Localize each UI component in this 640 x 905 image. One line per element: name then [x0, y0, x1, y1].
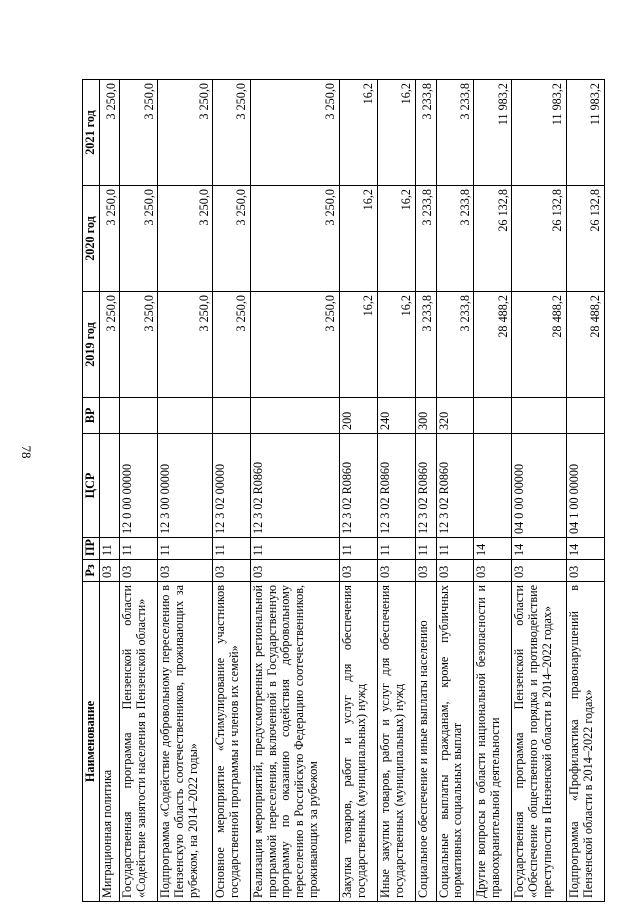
- row-vr: 240: [377, 398, 415, 434]
- budget-table-wrapper: [82, 80, 605, 902]
- row-2021: 3 250,0: [99, 80, 120, 186]
- row-2021: 16,2: [377, 80, 415, 186]
- row-2021: 3 233,8: [436, 80, 474, 186]
- row-2021: 11 983,2: [567, 80, 605, 186]
- row-2019: 3 250,0: [99, 292, 120, 398]
- row-pr: 11: [415, 538, 436, 560]
- row-2020: 3 233,8: [415, 186, 436, 292]
- row-csr: 04 0 00 00000: [512, 434, 567, 538]
- row-csr: [99, 434, 120, 538]
- row-vr: [99, 398, 120, 434]
- row-csr: [474, 434, 512, 538]
- row-2020: 3 250,0: [99, 186, 120, 292]
- row-2020: 3 250,0: [251, 186, 340, 292]
- row-2021: 3 250,0: [120, 80, 158, 186]
- row-2020: 3 233,8: [436, 186, 474, 292]
- row-2020: 3 250,0: [213, 186, 251, 292]
- row-vr: 300: [415, 398, 436, 434]
- table-row: [474, 80, 512, 902]
- table-row: [377, 80, 415, 902]
- row-rz: 03: [474, 560, 512, 582]
- row-rz: 03: [415, 560, 436, 582]
- row-name: Социальные выплаты гражданам, кроме публичных нормативных социальных выплат: [436, 582, 474, 902]
- row-2021: 3 233,8: [415, 80, 436, 186]
- row-2020: 3 250,0: [158, 186, 213, 292]
- row-csr: 12 3 02 R0860: [415, 434, 436, 538]
- header-name: Наименование: [83, 582, 100, 902]
- row-rz: 03: [120, 560, 158, 582]
- row-2019: 28 488,2: [512, 292, 567, 398]
- row-pr: 11: [120, 538, 158, 560]
- table-row: [120, 80, 158, 902]
- table-row: [251, 80, 340, 902]
- table-header-row: [83, 80, 100, 902]
- row-name: Государственная программа Пензенской области «Содействие занятости населения в Пензенской области»: [120, 582, 158, 902]
- row-2021: 3 250,0: [213, 80, 251, 186]
- row-csr: 12 3 02 00000: [213, 434, 251, 538]
- header-2020: 2020 год: [83, 186, 100, 292]
- row-2020: 26 132,8: [474, 186, 512, 292]
- row-rz: 03: [99, 560, 120, 582]
- row-2019: 3 233,8: [415, 292, 436, 398]
- row-rz: 03: [158, 560, 213, 582]
- row-name: Подпрограмма «Профилактика правонарушений в Пензенской области в 2014–2022 годах»: [567, 582, 605, 902]
- row-2019: 16,2: [340, 292, 378, 398]
- header-pr: ПР: [83, 538, 100, 560]
- row-name: Закупка товаров, работ и услуг для обеспечения государственных (муниципальных) нужд: [340, 582, 378, 902]
- row-csr: 12 3 00 00000: [158, 434, 213, 538]
- row-rz: 03: [251, 560, 340, 582]
- table-row: [213, 80, 251, 902]
- row-name: Миграционная политика: [99, 582, 120, 902]
- row-vr: 320: [436, 398, 474, 434]
- header-2021: 2021 год: [83, 80, 100, 186]
- header-2019: 2019 год: [83, 292, 100, 398]
- row-csr: 12 3 02 R0860: [251, 434, 340, 538]
- row-rz: 03: [377, 560, 415, 582]
- row-pr: 11: [251, 538, 340, 560]
- table-row: [567, 80, 605, 902]
- row-pr: 11: [99, 538, 120, 560]
- row-vr: [213, 398, 251, 434]
- header-csr: ЦСР: [83, 434, 100, 538]
- row-rz: 03: [340, 560, 378, 582]
- row-pr: 14: [567, 538, 605, 560]
- row-2020: 3 250,0: [120, 186, 158, 292]
- row-2020: 16,2: [377, 186, 415, 292]
- row-name: Реализация мероприятий, предусмотренных региональной программой переселения, включенной в Государственную программу по оказанию содействия добровольному переселению в Российскую Федерацию соотечественников, проживающих за рубежом: [251, 582, 340, 902]
- table-row: [99, 80, 120, 902]
- row-2019: 3 250,0: [158, 292, 213, 398]
- row-vr: [251, 398, 340, 434]
- row-vr: [474, 398, 512, 434]
- table-row: [415, 80, 436, 902]
- row-name: Основное мероприятие «Стимулирование участников государственной программы и членов их семей»: [213, 582, 251, 902]
- row-2019: 16,2: [377, 292, 415, 398]
- table-row: [512, 80, 567, 902]
- row-rz: 03: [213, 560, 251, 582]
- row-2019: 3 250,0: [251, 292, 340, 398]
- table-row: [158, 80, 213, 902]
- row-csr: 12 3 02 R0860: [340, 434, 378, 538]
- row-rz: 03: [567, 560, 605, 582]
- header-rz: Рз: [83, 560, 100, 582]
- row-name: Иные закупки товаров, работ и услуг для обеспечения государственных (муниципальных) нужд: [377, 582, 415, 902]
- row-csr: 12 0 00 00000: [120, 434, 158, 538]
- page-number: 78: [19, 445, 34, 459]
- row-csr: 12 3 02 R0860: [377, 434, 415, 538]
- row-name: Государственная программа Пензенской области «Обеспечение общественного порядка и противодействие преступности в Пензенской области в 2014–2022 годах»: [512, 582, 567, 902]
- row-pr: 11: [158, 538, 213, 560]
- table-row: [436, 80, 474, 902]
- row-2019: 28 488,2: [474, 292, 512, 398]
- row-pr: 11: [340, 538, 378, 560]
- row-pr: 11: [377, 538, 415, 560]
- row-2021: 11 983,2: [474, 80, 512, 186]
- row-vr: [567, 398, 605, 434]
- row-csr: 04 1 00 00000: [567, 434, 605, 538]
- header-vr: ВР: [83, 398, 100, 434]
- row-2021: 3 250,0: [158, 80, 213, 186]
- row-2020: 16,2: [340, 186, 378, 292]
- row-rz: 03: [512, 560, 567, 582]
- row-vr: [120, 398, 158, 434]
- row-name: Подпрограмма «Содействие добровольному переселению в Пензенскую область соотечественников, проживающих за рубежом, на 2014–2022 годы»: [158, 582, 213, 902]
- row-2019: 3 233,8: [436, 292, 474, 398]
- row-pr: 11: [436, 538, 474, 560]
- row-2020: 26 132,8: [512, 186, 567, 292]
- budget-table: [82, 79, 605, 902]
- row-rz: 03: [436, 560, 474, 582]
- row-2021: 3 250,0: [251, 80, 340, 186]
- table-body: [99, 80, 604, 902]
- row-pr: 14: [512, 538, 567, 560]
- row-pr: 14: [474, 538, 512, 560]
- row-vr: [158, 398, 213, 434]
- row-2021: 11 983,2: [512, 80, 567, 186]
- row-2019: 3 250,0: [120, 292, 158, 398]
- row-2020: 26 132,8: [567, 186, 605, 292]
- row-name: Социальное обеспечение и иные выплаты населению: [415, 582, 436, 902]
- row-pr: 11: [213, 538, 251, 560]
- row-vr: [512, 398, 567, 434]
- row-name: Другие вопросы в области национальной безопасности и правоохранительной деятельности: [474, 582, 512, 902]
- row-2019: 3 250,0: [213, 292, 251, 398]
- table-row: [340, 80, 378, 902]
- row-csr: 12 3 02 R0860: [436, 434, 474, 538]
- row-2019: 28 488,2: [567, 292, 605, 398]
- row-vr: 200: [340, 398, 378, 434]
- row-2021: 16,2: [340, 80, 378, 186]
